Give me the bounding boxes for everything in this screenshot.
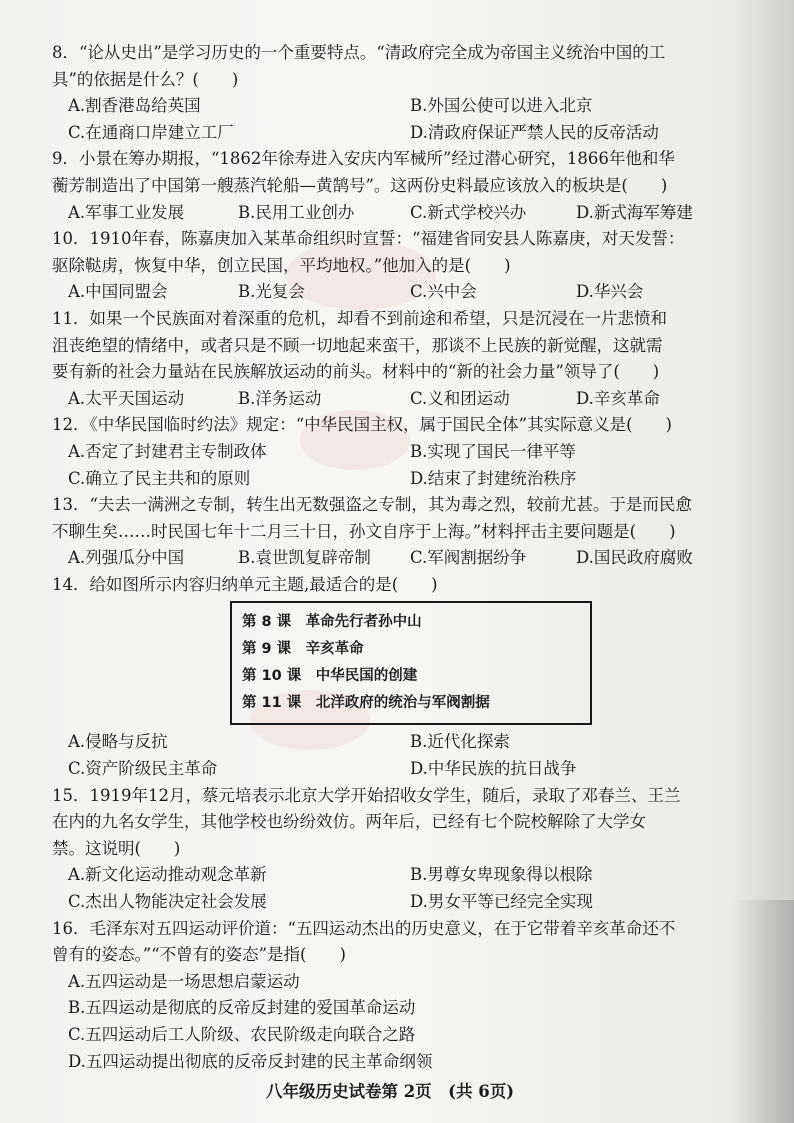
question-10 — [52, 226, 728, 306]
option-row — [52, 120, 728, 147]
option-b[interactable]: B.洋务运动 — [238, 388, 322, 408]
question-text: 在内的九名女学生，其他学校也纷纷效仿。两年后，已经有七个院校解除了大学女 — [52, 812, 646, 832]
option-c[interactable]: C.在通商口岸建立工厂 — [68, 122, 234, 142]
option-b[interactable]: B.男尊女卑现象得以根除 — [410, 865, 593, 885]
option-c[interactable]: C.杰出人物能决定社会发展 — [68, 892, 267, 912]
option-d[interactable]: D.辛亥革命 — [576, 388, 660, 408]
question-text: 具”的依据是什么？( ) — [52, 69, 239, 89]
option-b[interactable]: B.实现了国民一律平等 — [410, 441, 576, 461]
option-d[interactable]: D.新式海军筹建 — [576, 202, 693, 222]
option-a[interactable]: A.五四运动是一场思想启蒙运动 — [68, 971, 300, 991]
question-text: 14．给如图所示内容归纳单元主题,最适合的是( ) — [52, 574, 438, 594]
question-text: 蘅芳制造出了中国第一艘蒸汽轮船—黄鹄号”。这两份史料最应该放入的板块是( ) — [52, 175, 668, 195]
option-d[interactable]: D.中华民族的抗日战争 — [410, 759, 577, 779]
option-c[interactable]: C.五四运动后工人阶级、农民阶级走向联合之路 — [68, 1025, 416, 1044]
option-row — [52, 466, 728, 493]
option-d[interactable]: D.五四运动提出彻底的反帝反封建的民主革命纲领 — [68, 1051, 433, 1071]
option-d[interactable]: D.男女平等已经完全实现 — [410, 892, 593, 912]
lesson-table — [230, 601, 592, 725]
page-footer: 八年级历史试卷第 2页 (共 6页) — [265, 1082, 515, 1102]
option-b[interactable]: B.袁世凯复辟帝制 — [238, 548, 371, 568]
question-text: 16．毛泽东对五四运动评价道：“五四运动杰出的历史意义，在于它带着辛亥革命还不 — [52, 918, 676, 938]
question-list — [52, 40, 728, 1107]
option-d[interactable]: D.华兴会 — [576, 282, 644, 302]
question-text: 11．如果一个民族面对着深重的危机，却看不到前途和希望，只是沉浸在一片悲愤和 — [52, 308, 667, 328]
option-row — [52, 439, 728, 466]
question-11 — [52, 306, 728, 412]
question-15 — [52, 783, 728, 916]
question-text: 12．《中华民国临时约法》规定：“中华民国主权，属于国民全体”其实际意义是( ) — [52, 415, 672, 435]
option-b[interactable]: B.外国公使可以进入北京 — [410, 96, 593, 116]
option-row — [52, 545, 728, 572]
option-d[interactable]: D.清政府保证严禁人民的反帝活动 — [410, 122, 659, 142]
option-a[interactable]: A.军事工业发展 — [68, 202, 185, 222]
question-text: 15．1919年12月，蔡元培表示北京大学开始招收女学生，随后，录取了邓春兰、王兰 — [52, 785, 681, 805]
question-text: 驱除鞑虏，恢复中华，创立民国，平均地权。”他加入的是( ) — [52, 255, 511, 275]
option-d[interactable]: D.结束了封建统治秩序 — [410, 468, 577, 488]
question-text: 要有新的社会力量站在民族解放运动的前头。材料中的“新的社会力量”领导了( ) — [52, 362, 660, 382]
question-text: 曾有的姿态。”“不曾有的姿态”是指( ) — [52, 945, 346, 965]
option-row — [52, 386, 728, 413]
option-a[interactable]: A.中国同盟会 — [68, 282, 168, 302]
option-c[interactable]: C.义和团运动 — [410, 388, 510, 408]
option-c[interactable]: C.军阀割据纷争 — [410, 548, 527, 568]
question-text: 13．“夫去一满洲之专制，转生出无数强盗之专制，其为毒之烈，较前尤甚。于是而民愈 — [52, 495, 692, 515]
option-b[interactable]: B.近代化探索 — [410, 732, 510, 752]
option-a[interactable]: A.否定了封建君主专制政体 — [68, 441, 267, 461]
option-a[interactable]: A.侵略与反抗 — [68, 732, 168, 752]
question-text: 8．“论从史出”是学习历史的一个重要特点。“清政府完全成为帝国主义统治中国的工 — [52, 43, 666, 62]
option-row — [52, 729, 728, 756]
page-shadow — [734, 900, 794, 1123]
question-9 — [52, 146, 728, 226]
question-16 — [52, 916, 728, 1076]
option-a[interactable]: A.列强瓜分中国 — [68, 548, 185, 568]
option-row — [52, 889, 728, 916]
question-14 — [52, 572, 728, 783]
question-text: 10．1910年春，陈嘉庚加入某革命组织时宣誓：“福建省同安县人陈嘉庚，对天发誓： — [52, 229, 685, 249]
option-b[interactable]: B.五四运动是彻底的反帝反封建的爱国革命运动 — [68, 998, 416, 1018]
option-c[interactable]: C.确立了民主共和的原则 — [68, 468, 251, 488]
question-8 — [52, 40, 728, 146]
lesson-row: 第 10 课 中华民国的创建 — [242, 668, 418, 685]
option-row — [52, 279, 728, 306]
question-text: 9．小景在筹办期报，“1862年徐寿进入安庆内军械所”经过潜心研究，1866年他和华 — [52, 149, 675, 169]
option-c[interactable]: C.兴中会 — [410, 282, 477, 302]
lesson-row: 第 8 课 革命先行者孙中山 — [242, 614, 422, 631]
lesson-row: 第 11 课 北洋政府的统治与军阀割据 — [242, 695, 490, 712]
lesson-row: 第 9 课 辛亥革命 — [242, 641, 364, 658]
option-c[interactable]: C.资产阶级民主革命 — [68, 759, 218, 779]
option-a[interactable]: A.新文化运动推动观念革新 — [68, 865, 267, 885]
option-row — [52, 200, 728, 227]
option-row — [52, 756, 728, 783]
option-c[interactable]: C.新式学校兴办 — [410, 202, 527, 222]
option-b[interactable]: B.民用工业创办 — [238, 202, 355, 222]
option-d[interactable]: D.国民政府腐败 — [576, 548, 693, 568]
option-a[interactable]: A.割香港岛给英国 — [68, 96, 201, 116]
option-row — [52, 862, 728, 889]
question-text: 禁。这说明( ) — [52, 838, 181, 858]
option-a[interactable]: A.太平天国运动 — [68, 388, 185, 408]
question-13 — [52, 492, 728, 572]
question-text: 不聊生矣……时民国七年十二月三十日，孙文自序于上海。”材料抨击主要问题是( ) — [52, 521, 676, 541]
question-text: 沮丧绝望的情绪中，或者只是不顾一切地起来蛮干，那谈不上民族的新觉醒，这就需 — [52, 335, 663, 355]
option-row — [52, 93, 728, 120]
question-12 — [52, 412, 728, 492]
option-b[interactable]: B.光复会 — [238, 282, 305, 302]
